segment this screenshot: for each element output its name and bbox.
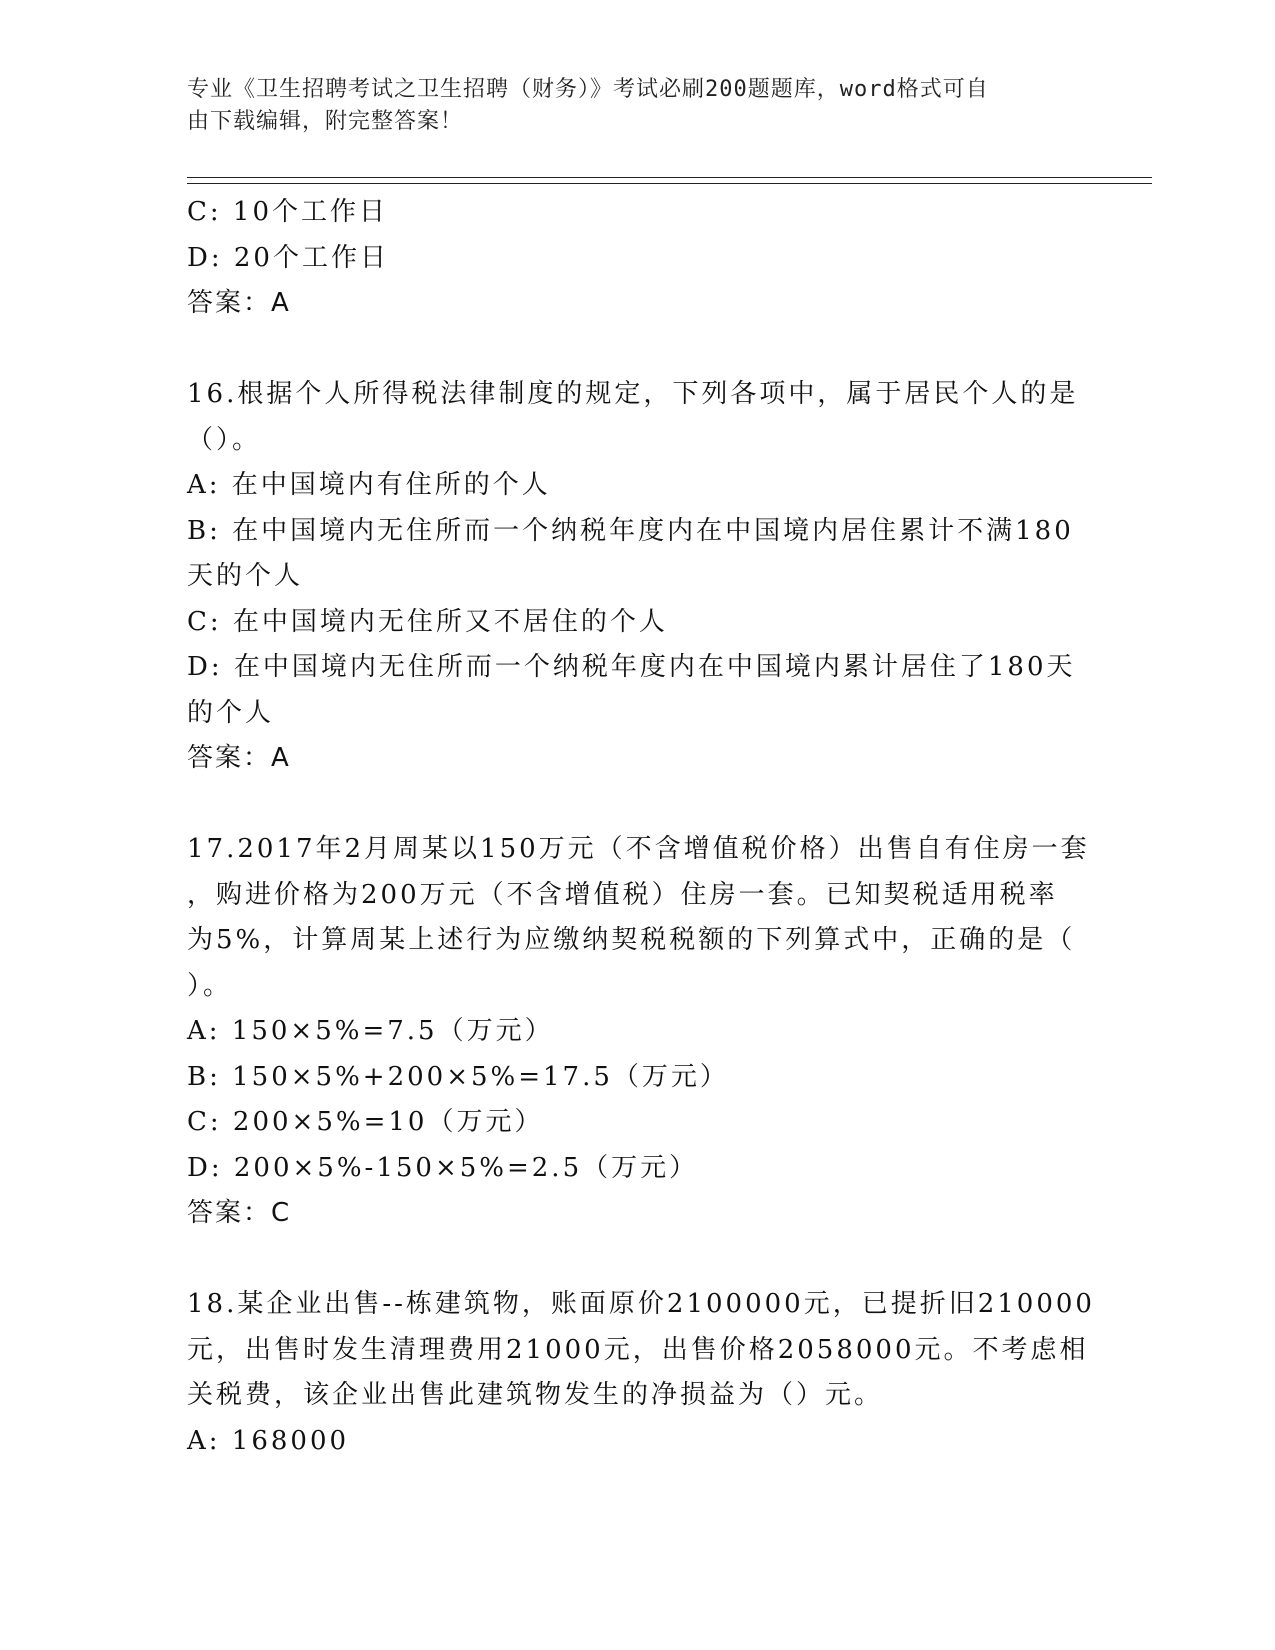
option-a: A: 150×5%=7.5（万元） <box>187 1016 554 1046</box>
option-b: B: 在中国境内无住所而一个纳税年度内在中国境内居住累计不满180 <box>187 515 1074 546</box>
answer-line: 答案：A <box>187 743 291 773</box>
question-content <box>187 190 1095 1464</box>
question-17 <box>187 827 1090 1237</box>
question-stem: 元，出售时发生清理费用21000元，出售价格2058000元。不考虑相 <box>187 1334 1089 1365</box>
option-a: A: 在中国境内有住所的个人 <box>187 470 551 500</box>
question-15-tail <box>187 190 1082 327</box>
option-c: C: 10个工作日 <box>187 197 389 227</box>
spacer <box>187 782 1082 828</box>
header-line-2: 由下载编辑，附完整答案！ <box>187 109 464 134</box>
document-header <box>187 74 1067 138</box>
question-stem: （）。 <box>187 424 262 455</box>
spacer <box>187 327 1082 373</box>
question-18 <box>187 1282 1095 1464</box>
answer-line: 答案：A <box>187 288 291 318</box>
question-stem: 16.根据个人所得税法律制度的规定，下列各项中，属于居民个人的是 <box>187 379 1079 409</box>
question-stem: 为5%，计算周某上述行为应缴纳契税税额的下列算式中，正确的是（ <box>187 925 1076 955</box>
option-b: B: 150×5%+200×5%=17.5（万元） <box>187 1061 729 1092</box>
question-16 <box>187 372 1082 782</box>
question-stem: 18.某企业出售--栋建筑物，账面原价2100000元，已提折旧210000 <box>187 1289 1095 1319</box>
question-stem: ，购进价格为200万元（不含增值税）住房一套。已知契税适用税率 <box>187 879 1058 910</box>
option-c: C: 200×5%=10（万元） <box>187 1107 544 1137</box>
question-stem: ）。 <box>187 970 233 1001</box>
option-a: A: 168000 <box>187 1425 350 1456</box>
answer-line: 答案：C <box>187 1198 292 1228</box>
option-b-continued: 天的个人 <box>187 561 304 591</box>
question-stem: 关税费，该企业出售此建筑物发生的净损益为（）元。 <box>187 1380 884 1410</box>
question-stem: 17.2017年2月周某以150万元（不含增值税价格）出售自有住房一套 <box>187 834 1090 864</box>
option-d: D: 20个工作日 <box>187 242 389 273</box>
option-d: D: 200×5%-150×5%=2.5（万元） <box>187 1152 699 1183</box>
spacer <box>187 1237 1082 1283</box>
option-c: C: 在中国境内无住所又不居住的个人 <box>187 606 668 637</box>
header-line-1: 专业《卫生招聘考试之卫生招聘（财务）》考试必刷200题题库，word格式可自 <box>187 77 989 102</box>
option-d-continued: 的个人 <box>187 697 275 728</box>
header-divider-bottom <box>187 183 1152 184</box>
header-divider-top <box>187 177 1152 178</box>
option-d: D: 在中国境内无住所而一个纳税年度内在中国境内累计居住了180天 <box>187 652 1076 682</box>
